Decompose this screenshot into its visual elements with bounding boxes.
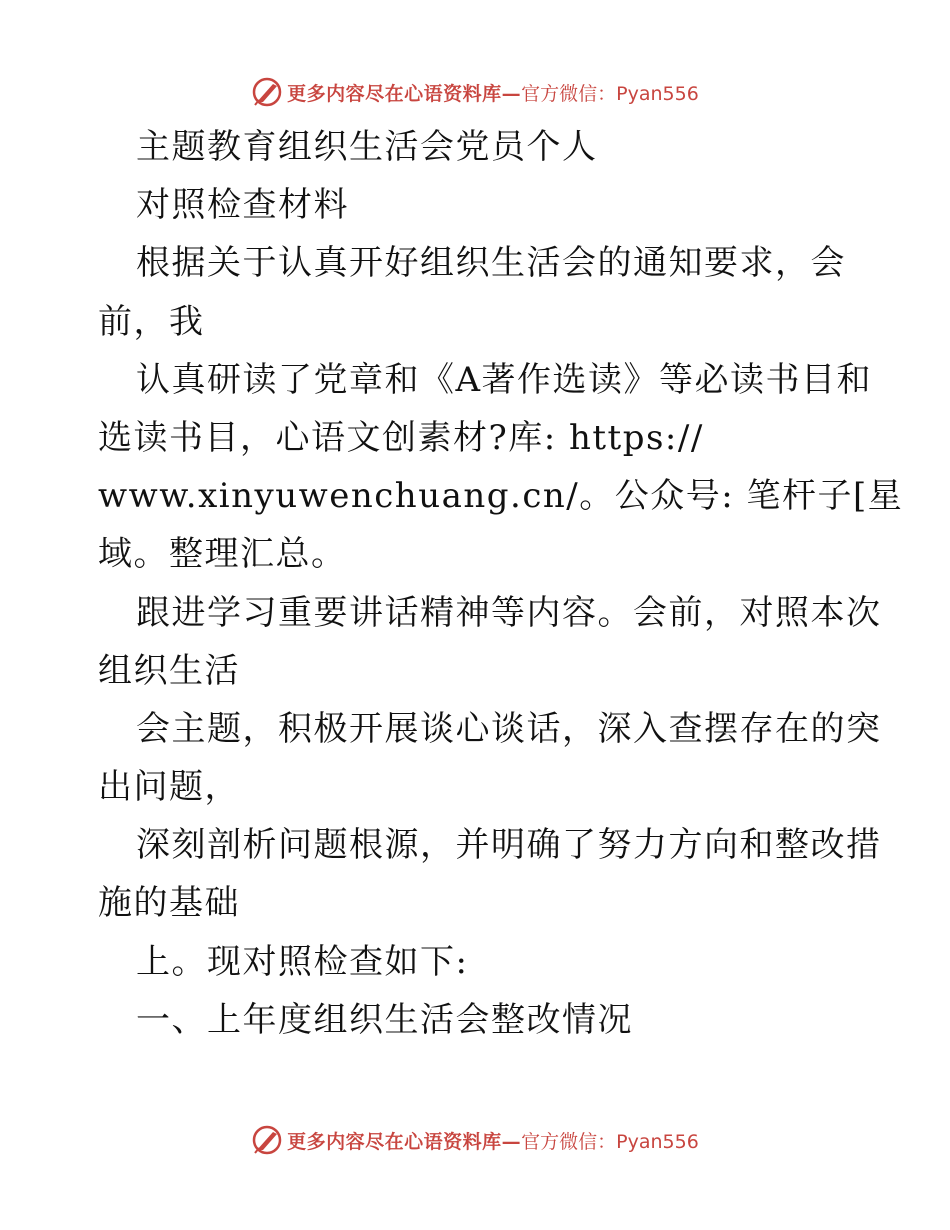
text-line: 上。现对照检查如下: [136,941,469,982]
banner-wechat: 官方微信：Pyan556 [521,82,699,105]
text-line: 认真研读了党章和《A著作选读》等必读书目和 [136,359,873,400]
text-line: 会主题，积极开展谈心谈话，深入查摆存在的突 [136,708,882,749]
text-line: 对照检查材料 [136,185,349,226]
text-line: 根据关于认真开好组织生活会的通知要求，会 [136,243,846,284]
quill-pen-logo-icon [251,76,283,108]
text-line: www.xinyuwenchuang.cn/。公众号: 笔杆子[星 [98,476,904,517]
text-line: 前，我 [98,301,205,342]
banner-text: 更多内容尽在心语资料库— [287,82,522,105]
text-line: 跟进学习重要讲话精神等内容。会前，对照本次 [136,592,882,633]
header-banner [0,72,950,112]
text-line: 选读书目，心语文创素材?库: https:// [98,417,704,458]
quill-pen-logo-icon [251,1124,283,1156]
footer-banner [0,1120,950,1160]
text-line: 域。整理汇总。 [98,534,347,575]
text-line: 一、上年度组织生活会整改情况 [136,999,633,1040]
text-line: 深刻剖析问题根源，并明确了努力方向和整改措 [136,825,882,866]
text-line: 施的基础 [98,883,240,924]
text-line: 出问题， [98,767,240,808]
text-line: 主题教育组织生活会党员个人 [136,127,598,167]
banner-wechat: 官方微信：Pyan556 [521,1130,699,1153]
banner-text: 更多内容尽在心语资料库— [287,1130,522,1153]
document-body [98,118,904,1049]
text-line: 组织生活 [98,650,240,691]
